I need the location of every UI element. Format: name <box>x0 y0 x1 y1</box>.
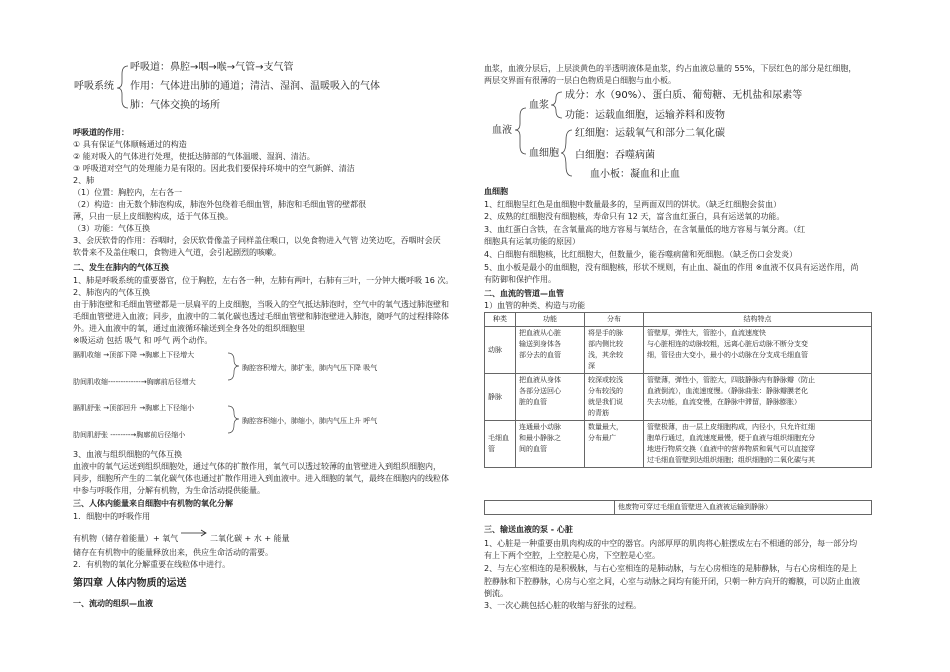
tract-item-3: ③ 呼吸道对空气的处理能力是有限的。因此我们要保持环境中的空气新鲜、清洁 <box>73 164 355 173</box>
exchange-line-3: 由于肺泡壁和毛细血管壁都是一层扁平的上皮细胞，当吸入的空气抵达肺泡时，空气中的氧气透过肺泡壁和 <box>73 300 449 309</box>
vessel-dist: 较深或较浅 分布较浅的 就是我们说 的青筋 <box>585 374 644 421</box>
table-row <box>485 327 872 374</box>
vessel-sub: 1）血管的种类、构造与功能 <box>484 301 586 310</box>
formula-right: 二氧化碳 + 水 + 能量 <box>210 534 290 543</box>
blood-cell-line-5: 4、白细胞有细胞核，比红细胞大，但数量少，能吞噬病菌和死细胞。（缺乏伤口会发炎） <box>484 250 798 259</box>
organic-line-2: 2．有机物的氧化分解重要在线粒体中进行。 <box>73 560 231 569</box>
blood-cell-line-6: 5、血小板是最小的血细胞，没有细胞核，形状不规则，有止血、凝血的作用 ※血液不仅具有运送作用，尚 <box>484 263 859 272</box>
table-row <box>485 421 872 468</box>
inhale-intercostal: 肋间肌收缩-------------→胸廓前后径增大 <box>73 378 196 386</box>
lung-line-6: 软骨来不及盖住喉口，食物进入气道，会引起剧烈的咳嗽。 <box>73 248 281 257</box>
plasma-intro-1: 血浆，血液分层后，上层淡黄色的半透明液体是血浆，约占血液总量的 55%，下层红色的部分是红细胞， <box>484 64 857 73</box>
exchange-line-2: 2、肺泡内的气体互换 <box>73 288 151 297</box>
vessel-type: 毛细血管 <box>485 421 516 468</box>
table-row <box>485 501 872 515</box>
exhale-result: 胸腔容积缩小，肺缩小，肺内气压上升 呼气 <box>242 417 378 425</box>
blood-exchange-line-2: 同步，细胞所产生的二氧化碳气体也通过扩散作用进入到血液中。进入细胞的氧气，最终在细胞内的线粒体 <box>73 474 449 483</box>
lung-line-2: （2）构造：由无数个肺泡构成，肺泡外包绕着毛细血管，肺泡和毛细血管的壁都很 <box>73 200 367 209</box>
exchange-title: 二、发生在肺内的气体互换 <box>73 263 169 272</box>
tract-item-2: ② 能对吸入的气体进行处理，使抵达肺部的气体温暖、湿润、清洁。 <box>73 152 315 161</box>
exchange-line-6: ※吸运动 包括 吸气 和 呼气 两个动作。 <box>73 336 213 345</box>
table-header: 功能 <box>516 313 585 327</box>
vessel-feature: 管壁厚，弹性大，管腔小，血流速度快 与心脏相连的动脉较粗，远离心脏后动脉不断分支变 细，管径由大变小，最小的小动脉在分支成毛细血管 <box>644 327 872 374</box>
heart-line-5: 倒流。 <box>484 589 508 598</box>
tract-title: 呼吸道的作用： <box>73 128 129 137</box>
heart-line-1: 1、心脏是一种重要由肌肉构成的中空的器官。内部厚厚的肌肉将心脏摆成左右不相通的部分，每一部分均 <box>484 539 858 548</box>
organic-title: 三、人体内能量来自细胞中有机物的氧化分解 <box>73 499 233 508</box>
vessel-dist: 数量最大， 分布最广 <box>585 421 644 468</box>
exchange-line-4: 毛细血管壁进入血液；同步，血液中的二氧化碳也透过毛细血管壁和肺泡壁进入肺泡，随呼气的过程排除体 <box>73 312 449 321</box>
resp-tract: 呼吸道：鼻腔→咽→喉→气管→支气管 <box>130 62 294 73</box>
vessel-type: 动脉 <box>485 327 516 374</box>
organic-sub: 1．细胞中的呼吸作用 <box>73 512 151 521</box>
lung-line-3: 薄，只由一层上皮细胞构成，适于气体互换。 <box>73 212 233 221</box>
vessel-feature: 管壁薄，弹性小，管腔大，四肢静脉内有静脉瓣（防止 血液倒流），血流速度慢。（静脉曲张：静脉瓣膜老化 失去功能，血流变慢，在静脉中滞留，静脉膨胀） <box>644 374 872 421</box>
plasma-label: 血浆 <box>529 100 549 111</box>
vessel-feature: 管壁极薄，由一层上皮细胞构成，内径小，只允许红细 胞单行通过，血流速度最慢，便于血液与组织细胞充分 地进行物质交换（血液中的营养物质和氧气可以直接穿 过毛细血管壁到达组织细胞；组织细胞的二氧化碳与其 <box>644 421 872 468</box>
lung-line-5: 3、会厌软骨的作用：吞咽时，会厌软骨像盖子同样盖住喉口，以免食物进入气管 边笑边吃，吞咽时会厌 <box>73 236 441 245</box>
blood-cell-title: 血细胞 <box>484 187 508 196</box>
vessel-table <box>484 312 872 468</box>
resp-lung: 肺：气体交换的场所 <box>130 100 220 111</box>
chapter-title: 第四章 人体内物质的运送 <box>73 578 187 589</box>
blood-exchange-line-1: 血液中的氧气运送到组织细胞处，通过气体的扩散作用，氧气可以透过较薄的血管壁进入到组织细胞内， <box>73 462 441 471</box>
table-header: 分布 <box>585 313 644 327</box>
white-blood-cell: 白细胞：吞噬病菌 <box>575 150 655 161</box>
plasma-function: 功能：运载血细胞，运输养料和废物 <box>565 110 725 121</box>
plasma-intro-2: 两层交界面有很薄的一层白色物质是白细胞与血小板。 <box>484 76 676 85</box>
vessel-type: 静脉 <box>485 374 516 421</box>
inhale-result: 胸腔容积增大，肺扩张，肺内气压下降 吸气 <box>242 364 378 372</box>
vessel-func: 连通最小动脉 和最小静脉之 间的血管 <box>516 421 585 468</box>
lung-line-1: （1）位置：胸腔内，左右各一 <box>73 188 183 197</box>
plasma-composition: 成分：水（90%）、蛋白质、葡萄糖、无机盐和尿素等 <box>565 90 803 101</box>
blood-exchange-title: 3、血液与组织细胞的气体互换 <box>73 450 183 459</box>
resp-function: 作用：气体进出肺的通道；清洁、湿润、温暖吸入的气体 <box>130 81 380 92</box>
blood-cells-label: 血细胞 <box>529 148 559 159</box>
blood-cell-line-1: 1、红细胞呈红色是血细胞中数量最多的，呈两面双凹的饼状。（缺乏红细胞会贫血） <box>484 200 782 209</box>
platelet: 血小板：凝血和止血 <box>590 169 680 180</box>
vessel-table-continued <box>484 500 872 515</box>
vessel-func: 把血液从心脏 输送到身体各 部分去的血管 <box>516 327 585 374</box>
table-row <box>485 374 872 421</box>
exchange-line-5: 外。进入血液中的氧，通过血液循环输送到全身各处的组织细胞里 <box>73 324 305 333</box>
table-header: 种类 <box>485 313 516 327</box>
heart-title: 三、输送血液的泵 - 心脏 <box>484 525 573 534</box>
red-blood-cell: 红细胞：运载氧气和部分二氧化碳 <box>575 128 725 139</box>
heart-line-4: 腔静脉和下腔静脉，心房与心室之间，心室与动脉之间均有能开闭，只朝一种方向开的瓣膜，可以防止血液 <box>484 577 860 586</box>
heart-line-6: 3、一次心跳包括心脏的收缩与舒张的过程。 <box>484 601 642 610</box>
blood-cell-line-3: 3、血红蛋白含铁，在含氧量高的地方容易与氧结合，在含氧量低的地方容易与氧分离。（红 <box>484 225 806 234</box>
heart-line-2: 有上下两个空腔，上空腔是心房，下空腔是心室。 <box>484 551 660 560</box>
table-header: 结构特点 <box>644 313 872 327</box>
blood-cell-line-4: 细胞具有运氧功能的原因） <box>484 237 580 246</box>
inhale-diaphragm: 膈肌收缩 →顶部下降 →胸廓上下径增大 <box>73 351 195 359</box>
exhale-diaphragm: 膈肌舒张 →顶部回升 →胸廓上下径缩小 <box>73 404 195 412</box>
vessel-feature-continued: 他废物可穿过毛细血管壁进入血液被运输到静脉） <box>615 501 872 515</box>
exchange-line-1: 1、肺是呼吸系统的重要器官，位于胸腔，左右各一种，左肺有两叶，右肺有三叶，一分钟大概呼吸 16 次。 <box>73 276 454 285</box>
lung-line-4: （3）功能：气体互换 <box>73 224 151 233</box>
blood-cell-line-2: 2、成熟的红细胞没有细胞核，寿命只有 12 天，富含血红蛋白，具有运送氧的功能。 <box>484 212 785 221</box>
vessel-dist: 将是手的脉 部内侧比较 浅，其余较 深 <box>585 327 644 374</box>
tract-item-1: ① 具有保证气体顺畅通过的构造 <box>73 140 187 149</box>
vessel-func: 把血液从身体 各部分送回心 脏的血管 <box>516 374 585 421</box>
vessel-title: 二、血流的管道—血管 <box>484 289 564 298</box>
heart-line-3: 2、与左心室相连的是积极脉，与右心室相连的是肺动脉，与左心房相连的是肺静脉，与右心房相连的是上 <box>484 564 858 573</box>
exhale-intercostal: 肋间肌舒张 --------→胸廓前后径缩小 <box>73 431 186 439</box>
blood-label: 血液 <box>492 125 512 136</box>
lung-title: 2、肺 <box>73 176 95 185</box>
organic-line-1: 储存在有机物中的能量释放出来，供应生命活动的需要。 <box>73 548 273 557</box>
table-header-row <box>485 313 872 327</box>
formula-left: 有机物（储存着能量）+ 氧气 <box>73 534 179 543</box>
section-blood-title: 一、流动的组织—血液 <box>73 599 153 608</box>
resp-system-label: 呼吸系统 <box>74 81 114 92</box>
blood-exchange-line-3: 中参与呼吸作用，分解有机物，为生命活动提供能量。 <box>73 486 265 495</box>
blood-cell-line-7: 有防御和保护作用。 <box>484 275 556 284</box>
